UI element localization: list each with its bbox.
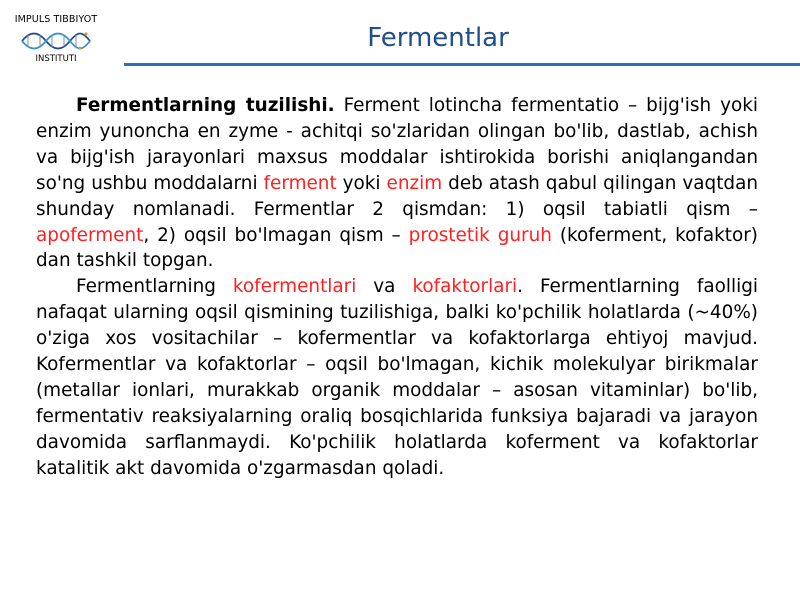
highlight-term: enzim	[386, 172, 443, 194]
slide-body	[36, 93, 758, 482]
highlight-term: kofaktorlari	[412, 276, 518, 298]
logo-text-top: IMPULS TIBBIYOT	[14, 14, 98, 25]
text-span: (koferment, kofaktor) dan tashkil topgan.	[36, 224, 758, 272]
text-span: Ferment lotincha fermentatio – bijg'ish yoki enzim yunoncha en zyme - achitqi so'zlaridan olingan bo'lib, dastlab, achish va bijg'ish jarayonlari maxsus moddalar ishtirokida borishi aniqlangandan so'ng ushbu moddalarni	[36, 95, 758, 194]
text-span: va	[356, 276, 413, 298]
paragraph-structure	[36, 93, 758, 274]
text-span: deb atash qabul qilingan vaqtdan shunday nomlanadi. Fermentlar 2 qismdan: 1) oqsil tabiatli qism –	[36, 172, 758, 220]
text-span: Fermentlarning	[76, 276, 233, 298]
slide-title: Fermentlar	[367, 23, 509, 53]
highlight-term: kofermentlari	[232, 276, 357, 298]
title-underline	[124, 63, 800, 66]
highlight-term: ferment	[263, 172, 337, 194]
text-span: yoki	[336, 172, 387, 194]
text-span: . Fermentlarning faolligi nafaqat ularning oqsil qismining tuzilishiga, balki ko'pchilik holatlarda (~40%) o'ziga xos vositachilar – kofermentlar va kofaktorlarga ehtiyoj mavjud. Kofermentlar va kofaktorlar – oqsil bo'lmagan, kichik molekulyar birikmalar (metallar ionlari, murakkab organik moddalar – asosan vitaminlar) bo'lib, fermentativ reaksiyalarning oraliq bosqichlarida funksiya bajaradi va jarayon davomida sarflanmaydi. Ko'pchilik holatlarda koferment va kofaktorlar katalitik akt davomida o'zgarmasdan qoladi.	[36, 276, 758, 479]
highlight-term: apoferment	[36, 224, 144, 246]
institute-logo	[6, 14, 106, 66]
paragraph-heading: Fermentlarning tuzilishi.	[76, 95, 335, 116]
highlight-term: prostetik guruh	[408, 224, 552, 246]
logo-text-bottom: INSTITUTI	[35, 54, 77, 64]
text-span: , 2) oqsil bo'lmagan qism –	[143, 224, 409, 246]
dna-helix-icon	[20, 29, 92, 53]
paragraph-cofactors	[36, 274, 758, 481]
